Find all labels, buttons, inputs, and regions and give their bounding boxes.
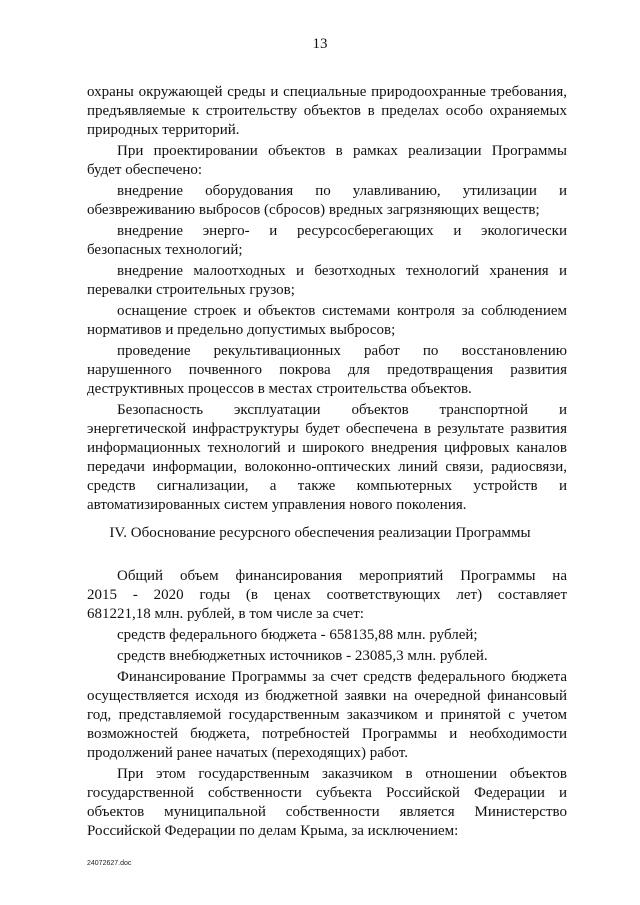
- text-line: природных территорий.: [87, 122, 240, 138]
- text-line: государственной собственности субъекта Российской Федерации и: [87, 785, 567, 801]
- page-number: 13: [312, 36, 328, 52]
- text-line: передачи информации, волоконно-оптических линий связи, радиосвязи,: [87, 459, 567, 475]
- document-filename: 24072627.doc: [87, 860, 132, 867]
- text-line: год, представляемой государственным заказчиком и принятой с учетом: [87, 707, 567, 723]
- text-line: обезвреживанию выбросов (сбросов) вредных загрязняющих веществ;: [87, 202, 540, 218]
- text-line: оснащение строек и объектов системами контроля за соблюдением: [117, 303, 567, 319]
- text-line: 681221,18 млн. рублей, в том числе за счет:: [87, 606, 364, 622]
- text-line: безопасных технологий;: [87, 242, 243, 258]
- text-line: энергетической инфраструктуры будет обеспечена в результате развития: [87, 421, 567, 437]
- text-line: средств внебюджетных источников - 23085,3 млн. рублей.: [117, 648, 488, 664]
- text-line: автоматизированных систем управления нового поколения.: [87, 497, 467, 513]
- text-line: предъявляемые к строительству объектов в пределах особо охраняемых: [87, 103, 567, 119]
- text-line: При этом государственным заказчиком в отношении объектов: [117, 766, 567, 782]
- text-line: нарушенного почвенного покрова для предотвращения развития: [87, 362, 567, 378]
- text-line: Общий объем финансирования мероприятий Программы на: [117, 568, 567, 584]
- text-line: средств сигнализации, а также компьютерных устройств и: [87, 478, 567, 494]
- text-line: осуществляется исходя из бюджетной заявки на очередной финансовый: [87, 688, 567, 704]
- text-line: 2015 - 2020 годы (в ценах соответствующих лет) составляет: [87, 587, 567, 603]
- text-line: возможностей бюджета, потребностей Программы и необходимости: [87, 726, 567, 742]
- text-line: информационных технологий и широкого внедрения цифровых каналов: [87, 440, 567, 456]
- text-line: средств федерального бюджета - 658135,88 млн. рублей;: [117, 627, 478, 643]
- text-line: будет обеспечено:: [87, 162, 203, 178]
- text-line: внедрение оборудования по улавливанию, утилизации и: [117, 183, 567, 199]
- text-line: внедрение энерго- и ресурсосберегающих и экологически: [117, 223, 567, 239]
- text-line: внедрение малоотходных и безотходных технологий хранения и: [117, 263, 567, 279]
- text-line: нормативов и предельно допустимых выбросов;: [87, 322, 396, 338]
- text-line: перевалки строительных грузов;: [87, 282, 295, 298]
- text-line: объектов муниципальной собственности является Министерство: [87, 804, 567, 820]
- text-line: Безопасность эксплуатации объектов транспортной и: [117, 402, 567, 418]
- text-line: Финансирование Программы за счет средств федерального бюджета: [117, 669, 567, 685]
- section-heading: IV. Обоснование ресурсного обеспечения реализации Программы: [109, 525, 531, 541]
- text-line: охраны окружающей среды и специальные природоохранные требования,: [87, 84, 567, 100]
- text-line: деструктивных процессов в местах строительства объектов.: [87, 381, 472, 397]
- text-line: При проектировании объектов в рамках реализации Программы: [117, 143, 567, 159]
- text-line: продолжений ранее начатых (переходящих) работ.: [87, 745, 408, 761]
- text-line: Российской Федерации по делам Крыма, за исключением:: [87, 823, 459, 839]
- text-line: проведение рекультивационных работ по восстановлению: [117, 343, 567, 359]
